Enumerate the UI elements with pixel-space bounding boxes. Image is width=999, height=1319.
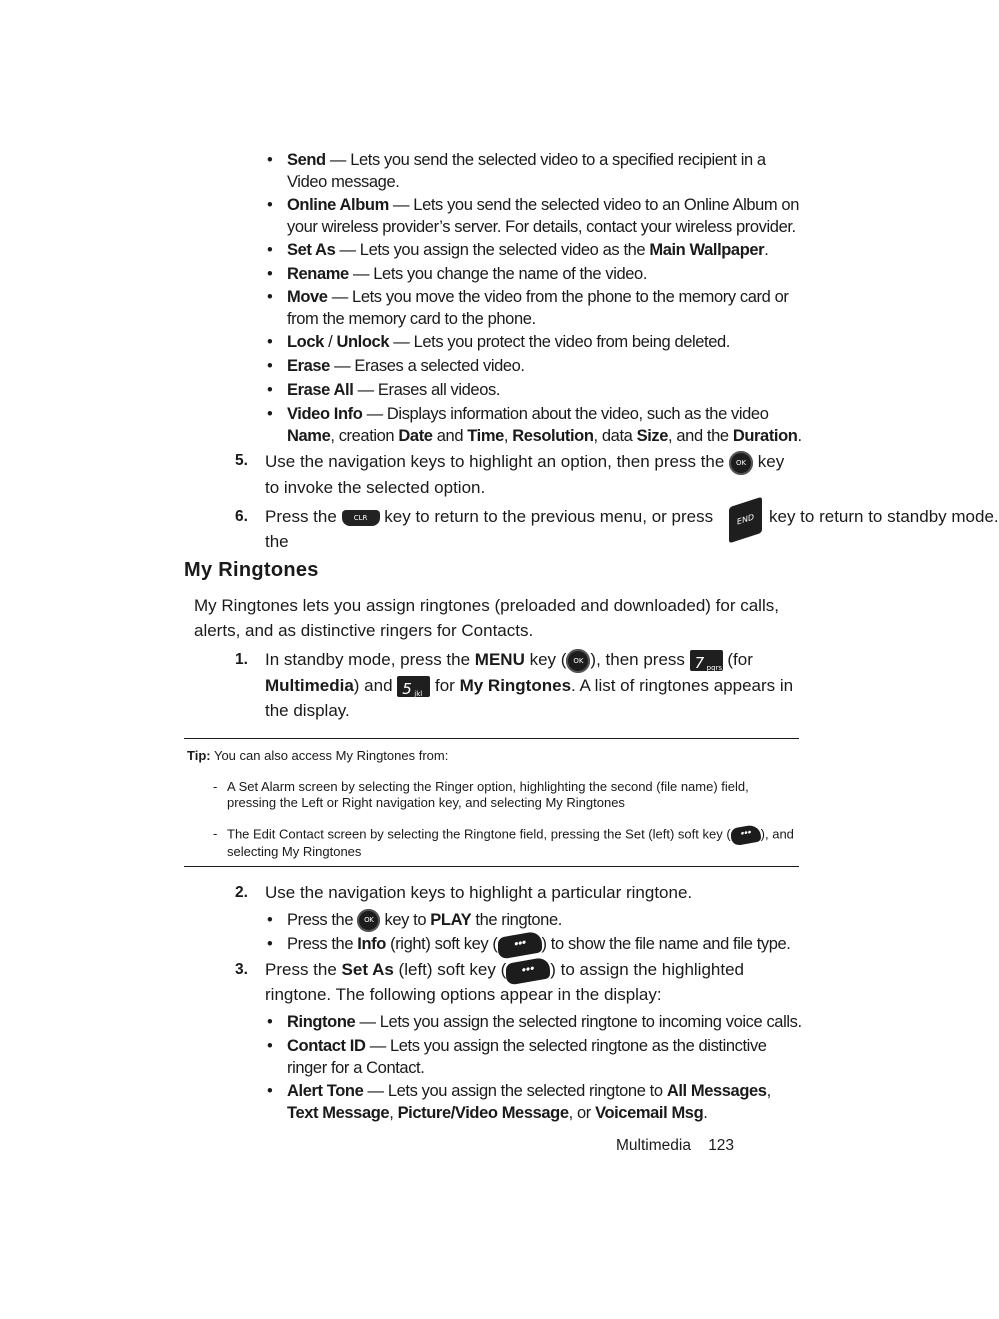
step-text: Press the CLR key to return to the previous menu, or press the [265,507,714,551]
tip-item: The Edit Contact screen by selecting the Ringtone field, pressing the Set (left) soft key ( ••• ), and selecting My Ringtones [227,826,799,860]
step-number: 5. [235,452,248,469]
tip-top-rule [184,738,799,739]
step-text: key to return to standby mode. [769,507,999,526]
left-soft-key-icon: ••• [731,823,761,846]
page-footer [616,1137,734,1155]
list-item: • Press the OK key to PLAY the ringtone. [287,909,802,932]
list-item: • Alert Tone — Lets you assign the selected ringtone to All Messages, Text Message, Picture/Video Message, or Voicemail Msg. [287,1080,802,1124]
section-title: My Ringtones [184,559,319,581]
step-text: Use the navigation keys to highlight a particular ringtone. [265,883,693,902]
tip-dash: - [213,826,218,841]
clr-key-icon: CLR [342,510,380,526]
list-item: • Press the Info (right) soft key ( ••• ) to show the file name and file type. [287,933,802,956]
tip-heading: Tip: You can also access My Ringtones from: [187,748,449,763]
ok-key-icon: OK [357,909,380,932]
seven-key-icon: 7 pqrs [690,650,723,671]
five-key-icon: 5 jkl [397,676,430,697]
step-number: 6. [235,508,248,525]
footer-section: Multimedia [616,1137,691,1154]
tip-bottom-rule [184,866,799,867]
list-item: • Lock / Unlock — Lets you protect the video from being deleted. [287,331,802,353]
list-item: • Contact ID — Lets you assign the selected ringtone as the distinctive ringer for a Contact. [287,1035,802,1079]
list-item: • Set As — Lets you assign the selected video as the Main Wallpaper. [287,239,802,261]
step-text: Press the Set As (left) soft key ( ••• ) to assign the highlighted ringtone. The following options appear in the display: [265,957,800,1007]
page-number: 123 [708,1137,735,1154]
list-item: • Erase All — Erases all videos. [287,379,802,401]
list-item: • Erase — Erases a selected video. [287,355,802,377]
list-item: • Video Info — Displays information about the video, such as the video Name, creation Date and Time, Resolution, data Size, and the Duration. [287,403,802,447]
list-item: • Online Album — Lets you send the selected video to an Online Album on your wireless provider’s server. For details, contact your wireless provider. [287,194,802,238]
list-item: • Send — Lets you send the selected video to a specified recipient in a Video message. [287,149,802,193]
end-key-icon: END [729,497,762,544]
ok-key-icon: OK [566,649,590,673]
right-soft-key-icon: ••• [498,930,542,960]
left-soft-key-icon: ••• [506,956,550,986]
step-text: In standby mode, press the MENU key ( OK ), then press 7 pqrs (for Multimedia) and 5 jkl for My Ringtones. A list of ringtones appears in the display. [265,650,794,720]
ok-key-icon: OK [729,451,753,475]
list-item: • Ringtone — Lets you assign the selected ringtone to incoming voice calls. [287,1011,802,1033]
step-number: 1. [235,651,248,668]
list-item: • Rename — Lets you change the name of the video. [287,263,802,285]
step-number: 2. [235,884,248,901]
intro-paragraph: My Ringtones lets you assign ringtones (preloaded and downloaded) for calls, alerts, and as distinctive ringers for Contacts. [194,596,779,640]
step-text: Use the navigation keys to highlight an option, then press the OK key to invoke the selected option. [265,452,785,497]
tip-item: A Set Alarm screen by selecting the Ringer option, highlighting the second (file name) field, pressing the Left or Right navigation key, and selecting My Ringtones [227,779,749,810]
tip-dash: - [213,779,218,794]
step-number: 3. [235,961,248,978]
list-item: • Move — Lets you move the video from the phone to the memory card or from the memory card to the phone. [287,286,802,330]
